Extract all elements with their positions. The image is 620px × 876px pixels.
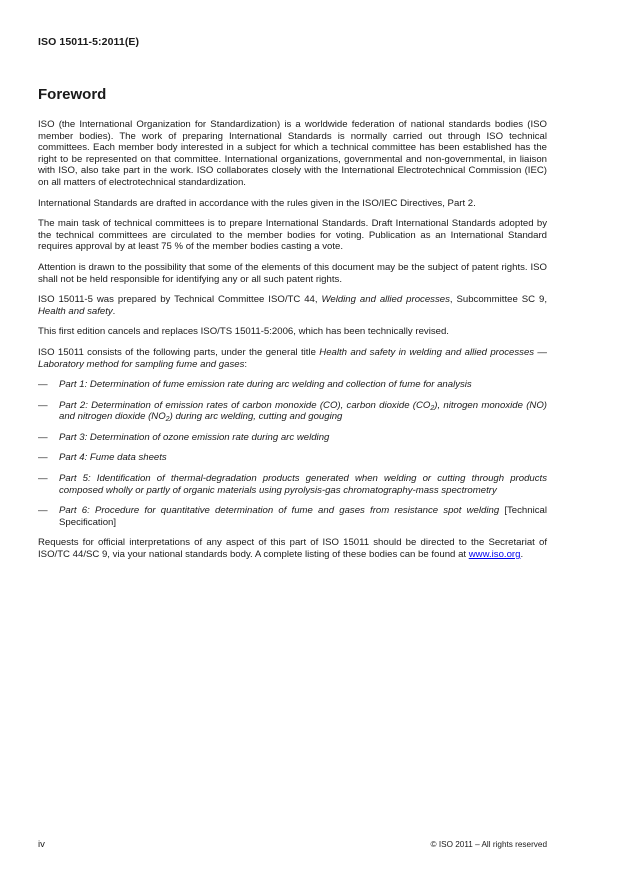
list-item — [38, 452, 547, 464]
subcommittee-title: Health and safety — [38, 305, 113, 317]
paragraph-iso-intro: ISO (the International Organization for Standardization) is a worldwide federation of national standards bodies (ISO member bodies). The work of preparing International Standards is normally carried out through ISO technical committees. Each member body interested in a subject for which a technical committee has been established has the right to be represented on that committee. International organizations, governmental and non-governmental, in liaison with ISO, also take part in the work. ISO collaborates closely with the International Electrotechnical Commission (IEC) on all matters of electrotechnical standardization. — [38, 119, 547, 188]
subscript: 2 — [165, 416, 170, 424]
interpretations-end: . — [520, 549, 524, 561]
page-title: Foreword — [38, 86, 107, 103]
list-item — [38, 400, 547, 423]
paragraph-patent-rights: Attention is drawn to the possibility that some of the elements of this document may be the subject of patent rights. ISO shall not be held responsible for identifying any or all such patent rights. — [38, 261, 547, 285]
list-dash: — — [38, 452, 48, 464]
general-title: Health and safety in welding and allied processes — Laboratory method for sampling fume and gases — [38, 346, 548, 370]
part-3-text: Part 3: Determination of ozone emission rate during arc welding — [59, 431, 330, 443]
list-item — [38, 473, 547, 496]
list-dash: — — [38, 505, 48, 517]
prepared-by-end: . — [112, 305, 116, 317]
part-4-text: Part 4: Fume data sheets — [59, 452, 167, 464]
paragraph-technical-committees: The main task of technical committees is to prepare International Standards. Draft International Standards adopted by the technical committees are circulated to the member bodies for voting. Publication as an International Standard requires approval by at least 75 % of the member bodies casting a vote. — [38, 218, 547, 253]
paragraph-directives: International Standards are drafted in accordance with the rules given in the ISO/IEC Directives, Part 2. — [38, 197, 476, 209]
parts-intro-text: ISO 15011 consists of the following parts, under the general title — [38, 346, 320, 358]
list-item — [38, 505, 547, 528]
part-2-text-a: Part 2: Determination of emission rates of carbon monoxide (CO), carbon dioxide (CO — [59, 399, 431, 411]
paragraph-interpretations — [38, 537, 547, 560]
committee-title: Welding and allied processes — [321, 294, 450, 306]
paragraph-prepared-by — [38, 294, 547, 317]
foreword-body — [38, 119, 547, 570]
subscript: 2 — [430, 404, 435, 412]
page-number: iv — [38, 839, 45, 850]
part-2-text-b: ), nitrogen monoxide (NO) and nitrogen dioxide (NO — [59, 399, 547, 423]
part-2-text-c: ) during arc welding, cutting and gouging — [169, 411, 343, 423]
interpretations-text: Requests for official interpretations of any aspect of this part of ISO 15011 should be directed to the Secretariat of ISO/TC 44/SC 9, via your national standards body. A complete listing of these bodies can be found at — [38, 537, 547, 561]
subcommittee-text: , Subcommittee SC 9, — [449, 294, 547, 306]
part-5-text: Part 5: Identification of thermal-degradation products generated when welding or cutting through products composed wholly or partly of organic materials using pyrolysis-gas chromatography-mass spectrometry — [59, 473, 547, 496]
list-dash: — — [38, 399, 48, 411]
part-6-status: [Technical Specification] — [59, 505, 548, 528]
paragraph-edition: This first edition cancels and replaces ISO/TS 15011-5:2006, which has been technically revised. — [38, 326, 449, 338]
part-6-text — [59, 505, 547, 528]
list-dash: — — [38, 473, 48, 485]
paragraph-parts-intro — [38, 347, 547, 370]
copyright-notice: © ISO 2011 – All rights reserved — [430, 840, 547, 849]
parts-list — [38, 379, 547, 528]
list-dash: — — [38, 431, 48, 443]
prepared-by-text: ISO 15011-5 was prepared by Technical Committee ISO/TC 44, — [38, 294, 322, 306]
part-1-text: Part 1: Determination of fume emission rate during arc welding and collection of fume for analysis — [59, 379, 472, 391]
list-item — [38, 379, 547, 391]
list-dash: — — [38, 379, 48, 391]
iso-website-link[interactable]: www.iso.org — [468, 549, 521, 561]
list-item — [38, 432, 547, 444]
document-identifier: ISO 15011-5:2011(E) — [38, 36, 140, 48]
parts-intro-end: : — [244, 358, 248, 370]
part-6-title: Part 6: Procedure for quantitative determination of fume and gases from resistance spot welding — [59, 505, 500, 517]
part-2-text — [59, 400, 547, 423]
